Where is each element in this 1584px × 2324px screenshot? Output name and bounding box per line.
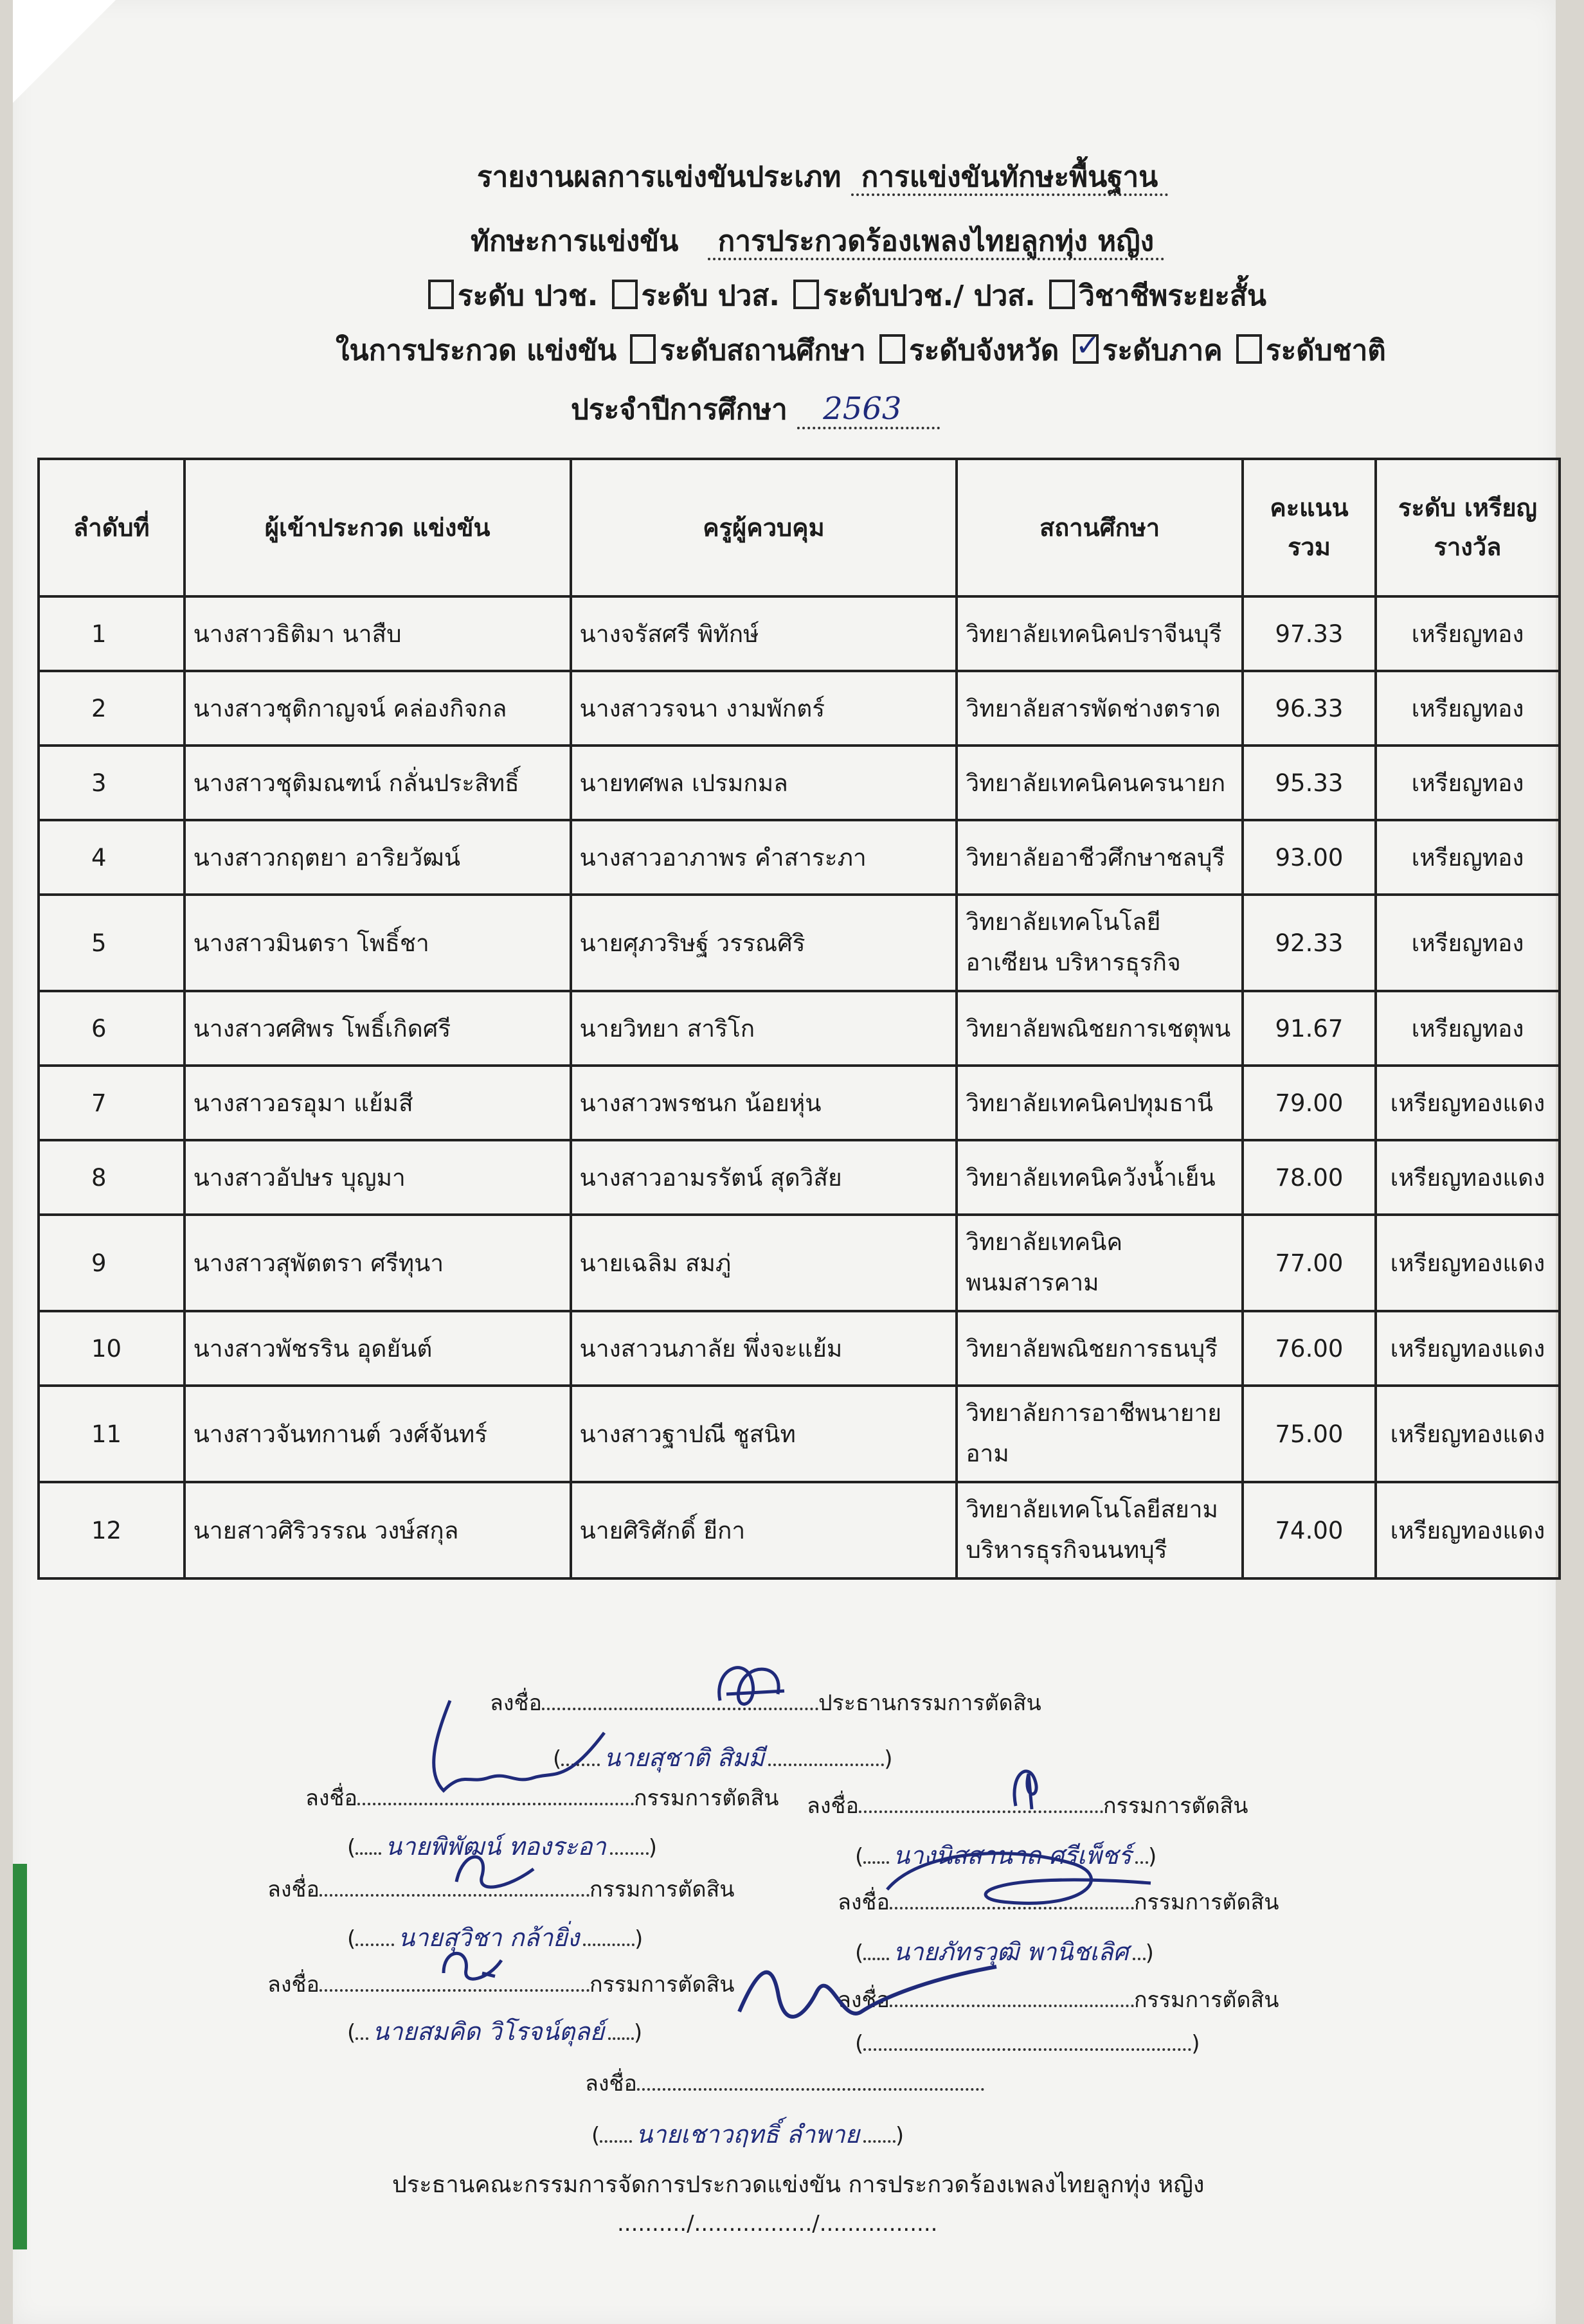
contest-level-national: ระดับชาติ bbox=[1265, 334, 1386, 367]
cell-teacher: นายศุภวริษฐ์ วรรณศิริ bbox=[571, 895, 957, 991]
judge-name: นายภัทรวุฒิ พานิชเลิศ bbox=[893, 1938, 1129, 1966]
cell-school: วิทยาลัยเทคนิคนครนายก bbox=[957, 746, 1243, 820]
col-contestant: ผู้เข้าประกวด แข่งขัน bbox=[184, 459, 571, 596]
report-type-value: การแข่งขันทักษะพื้นฐาน bbox=[851, 161, 1168, 196]
cell-school: วิทยาลัยเทคโนโลยีอาเซียน บริหารธุรกิจ bbox=[957, 895, 1243, 991]
year-line bbox=[571, 387, 940, 432]
cell-name: นางสาวจันทกานต์ วงศ์จันทร์ bbox=[184, 1386, 571, 1482]
cell-name: นางสาวพัชรริน อุดยันต์ bbox=[184, 1311, 571, 1386]
cell-name: นางสาวชุติมณฑน์ กลั่นประสิทธิ์ bbox=[184, 746, 571, 820]
sign-label: ลงชื่อ bbox=[305, 1785, 357, 1811]
cell-no: 1 bbox=[39, 596, 184, 671]
date-line: ........../................./................. bbox=[617, 2211, 938, 2237]
cell-score: 91.67 bbox=[1243, 991, 1376, 1066]
cell-name: นางสาวธิติมา นาสืบ bbox=[184, 596, 571, 671]
cell-school: วิทยาลัยเทคนิคปราจีนบุรี bbox=[957, 596, 1243, 671]
level-pvs: ระดับ ปวส. bbox=[641, 280, 780, 312]
sign-label: ลงชื่อ bbox=[807, 1793, 859, 1819]
cell-no: 3 bbox=[39, 746, 184, 820]
judge-role: กรรมการตัดสิน bbox=[589, 1877, 735, 1902]
sign-label: ลงชื่อ bbox=[267, 1972, 320, 1998]
folded-corner bbox=[13, 0, 116, 103]
cell-medal: เหรียญทองแดง bbox=[1376, 1386, 1560, 1482]
judge-name: นางนิสสานาถ ศรีเพ็ชร์ bbox=[893, 1841, 1132, 1870]
cell-no: 4 bbox=[39, 820, 184, 895]
level-short-course: วิชาชีพระยะสั้น bbox=[1079, 280, 1266, 312]
chair-name-line: ( นายสุชาติ สิมมี ) bbox=[553, 1744, 893, 1772]
checkbox-pvs bbox=[612, 280, 638, 309]
sign-label: ลงชื่อ bbox=[838, 1987, 890, 2013]
cell-name: นางสาวสุพัตตรา ศรีทุนา bbox=[184, 1215, 571, 1311]
table-row bbox=[39, 1311, 1560, 1386]
judge-left-3-name: ( นายสมคิด วิโรจน์ตุลย์ ) bbox=[347, 2017, 643, 2046]
cell-teacher: นางสาวอาภาพร คำสาระภา bbox=[571, 820, 957, 895]
table-header-row bbox=[39, 459, 1560, 596]
cell-score: 96.33 bbox=[1243, 671, 1376, 746]
col-score: คะแนน รวม bbox=[1243, 459, 1376, 596]
cell-teacher: นายทศพล เปรมกมล bbox=[571, 746, 957, 820]
committee-chair-name: นายเชาวฤทธิ์ ลำพาย bbox=[636, 2120, 860, 2149]
year-value: 2563 bbox=[797, 391, 940, 429]
judge-right-3-name: ( ) bbox=[855, 2031, 1200, 2057]
judge-name: นายพิพัฒน์ ทองระอา bbox=[385, 1832, 606, 1861]
contest-level-region: ระดับภาค bbox=[1102, 334, 1223, 367]
table-row bbox=[39, 596, 1560, 671]
cell-teacher: นางสาวพรชนก น้อยหุ่น bbox=[571, 1066, 957, 1140]
cell-teacher: นายเฉลิม สมภู่ bbox=[571, 1215, 957, 1311]
judge-role: กรรมการตัดสิน bbox=[633, 1785, 779, 1811]
cell-no: 10 bbox=[39, 1311, 184, 1386]
table-row bbox=[39, 1215, 1560, 1311]
skill-value: การประกวดร้องเพลงไทยลูกทุ่ง หญิง bbox=[708, 225, 1164, 260]
cell-school: วิทยาลัยเทคนิค พนมสารคาม bbox=[957, 1215, 1243, 1311]
cell-name: นายสาวศิริวรรณ วงษ์สกุล bbox=[184, 1482, 571, 1578]
cell-medal: เหรียญทองแดง bbox=[1376, 1311, 1560, 1386]
cell-score: 79.00 bbox=[1243, 1066, 1376, 1140]
judge-name: นายสุวิชา กล้ายิ่ง bbox=[398, 1924, 580, 1952]
level-pvoc-pvs: ระดับปวช./ ปวส. bbox=[823, 280, 1036, 312]
year-label: ประจำปีการศึกษา bbox=[571, 393, 788, 426]
checkbox-institution bbox=[630, 334, 656, 364]
cell-medal: เหรียญทอง bbox=[1376, 671, 1560, 746]
cell-teacher: นายวิทยา สาริโก bbox=[571, 991, 957, 1066]
checkbox-pvoc bbox=[428, 280, 454, 309]
cell-name: นางสาวอรอุมา แย้มสี bbox=[184, 1066, 571, 1140]
cell-teacher: นางสาวฐาปณี ชูสนิท bbox=[571, 1386, 957, 1482]
cell-score: 92.33 bbox=[1243, 895, 1376, 991]
cell-school: วิทยาลัยเทคโนโลยีสยาม บริหารธุรกิจนนทบุรี bbox=[957, 1482, 1243, 1578]
cell-score: 74.00 bbox=[1243, 1482, 1376, 1578]
document-sheet bbox=[13, 0, 1556, 2324]
cell-medal: เหรียญทองแดง bbox=[1376, 1215, 1560, 1311]
checkbox-province bbox=[879, 334, 905, 364]
judge-name: นายสมคิด วิโรจน์ตุลย์ bbox=[372, 2017, 604, 2046]
table-row bbox=[39, 671, 1560, 746]
cell-score: 78.00 bbox=[1243, 1140, 1376, 1215]
table-row bbox=[39, 895, 1560, 991]
judge-role: กรรมการตัดสิน bbox=[1102, 1793, 1248, 1819]
cell-no: 12 bbox=[39, 1482, 184, 1578]
cell-medal: เหรียญทอง bbox=[1376, 895, 1560, 991]
cell-score: 95.33 bbox=[1243, 746, 1376, 820]
cell-score: 75.00 bbox=[1243, 1386, 1376, 1482]
cell-school: วิทยาลัยพณิชยการธนบุรี bbox=[957, 1311, 1243, 1386]
contest-level-province: ระดับจังหวัด bbox=[909, 334, 1059, 367]
skill-label: ทักษะการแข่งขัน bbox=[471, 225, 679, 258]
cell-name: นางสาวอัปษร บุญมา bbox=[184, 1140, 571, 1215]
cell-name: นางสาวกฤตยา อาริยวัฒน์ bbox=[184, 820, 571, 895]
cell-no: 6 bbox=[39, 991, 184, 1066]
cell-medal: เหรียญทองแดง bbox=[1376, 1066, 1560, 1140]
cell-teacher: นางสาวอามรรัตน์ สุดวิสัย bbox=[571, 1140, 957, 1215]
judge-right-2-signature-scribble bbox=[881, 1845, 1157, 1922]
results-table bbox=[37, 458, 1561, 1580]
col-school: สถานศึกษา bbox=[957, 459, 1243, 596]
judge-left-2-signature-scribble bbox=[444, 1843, 540, 1895]
cell-no: 11 bbox=[39, 1386, 184, 1482]
cell-name: นางสาวมินตรา โพธิ์ชา bbox=[184, 895, 571, 991]
report-type-line bbox=[477, 154, 1168, 199]
checkbox-region-checked bbox=[1073, 334, 1099, 364]
table-row bbox=[39, 820, 1560, 895]
sign-label: ลงชื่อ bbox=[838, 1890, 890, 1915]
cell-score: 76.00 bbox=[1243, 1311, 1376, 1386]
cell-teacher: นางสาวนภาลัย พึ่งจะแย้ม bbox=[571, 1311, 957, 1386]
chair-role: ประธานกรรมการตัดสิน bbox=[818, 1690, 1041, 1716]
judge-right-1-signature-scribble bbox=[1003, 1761, 1054, 1812]
cell-no: 5 bbox=[39, 895, 184, 991]
table-row bbox=[39, 1482, 1560, 1578]
report-type-label: รายงานผลการแข่งขันประเภท bbox=[477, 161, 842, 193]
cell-school: วิทยาลัยการอาชีพนายาย อาม bbox=[957, 1386, 1243, 1482]
judge-right-1-name: ( นางนิสสานาถ ศรีเพ็ชร์ ) bbox=[855, 1841, 1157, 1870]
cell-name: นางสาวศศิพร โพธิ์เกิดศรี bbox=[184, 991, 571, 1066]
cell-medal: เหรียญทอง bbox=[1376, 746, 1560, 820]
col-teacher: ครูผู้ควบคุม bbox=[571, 459, 957, 596]
cell-score: 93.00 bbox=[1243, 820, 1376, 895]
green-binder-tab bbox=[13, 1864, 27, 2249]
contest-level-line bbox=[336, 328, 1386, 373]
sign-label: ลงชื่อ bbox=[585, 2071, 637, 2096]
cell-no: 7 bbox=[39, 1066, 184, 1140]
cell-school: วิทยาลัยเทคนิคปทุมธานี bbox=[957, 1066, 1243, 1140]
cell-teacher: นางจรัสศรี พิทักษ์ bbox=[571, 596, 957, 671]
skill-line bbox=[471, 219, 1164, 264]
checkbox-pvoc-pvs bbox=[793, 280, 819, 309]
cell-school: วิทยาลัยพณิชยการเชตุพน bbox=[957, 991, 1243, 1066]
judge-right-2-name: ( นายภัทรวุฒิ พานิชเลิศ ) bbox=[855, 1938, 1154, 1966]
cell-teacher: นายศิริศักดิ์ ยีกา bbox=[571, 1482, 957, 1578]
cell-medal: เหรียญทอง bbox=[1376, 596, 1560, 671]
cell-teacher: นางสาวรจนา งามพักตร์ bbox=[571, 671, 957, 746]
contest-level-institution: ระดับสถานศึกษา bbox=[660, 334, 866, 367]
col-order: ลำดับที่ bbox=[39, 459, 184, 596]
cell-name: นางสาวชุติกาญจน์ คล่องกิจกล bbox=[184, 671, 571, 746]
judge-role: กรรมการตัดสิน bbox=[1133, 1890, 1279, 1915]
committee-chair-role: ประธานคณะกรรมการจัดการประกวดแข่งขัน การประกวดร้องเพลงไทยลูกทุ่ง หญิง bbox=[392, 2172, 1205, 2198]
cell-medal: เหรียญทองแดง bbox=[1376, 1140, 1560, 1215]
cell-school: วิทยาลัยเทคนิควังน้ำเย็น bbox=[957, 1140, 1243, 1215]
chair-name: นายสุชาติ สิมมี bbox=[604, 1744, 765, 1772]
judge-role: กรรมการตัดสิน bbox=[589, 1972, 735, 1998]
committee-chair-signature-line bbox=[585, 2066, 984, 2100]
table-row bbox=[39, 746, 1560, 820]
cell-medal: เหรียญทองแดง bbox=[1376, 1482, 1560, 1578]
judge-left-1-name: ( นายพิพัฒน์ ทองระอา ) bbox=[347, 1832, 657, 1861]
col-medal: ระดับ เหรียญรางวัล bbox=[1376, 459, 1560, 596]
judge-left-3-signature-scribble bbox=[431, 1941, 508, 1992]
cell-medal: เหรียญทอง bbox=[1376, 991, 1560, 1066]
cell-score: 97.33 bbox=[1243, 596, 1376, 671]
cell-school: วิทยาลัยอาชีวศึกษาชลบุรี bbox=[957, 820, 1243, 895]
judge-left-2-name: ( นายสุวิชา กล้ายิ่ง ) bbox=[347, 1924, 644, 1952]
level-line bbox=[424, 273, 1266, 318]
cell-school: วิทยาลัยสารพัดช่างตราด bbox=[957, 671, 1243, 746]
checkbox-national bbox=[1236, 334, 1262, 364]
table-row bbox=[39, 1066, 1560, 1140]
cell-score: 77.00 bbox=[1243, 1215, 1376, 1311]
sign-label: ลงชื่อ bbox=[267, 1877, 320, 1902]
cell-no: 2 bbox=[39, 671, 184, 746]
contest-prefix: ในการประกวด แข่งขัน bbox=[336, 334, 617, 367]
table-row bbox=[39, 991, 1560, 1066]
cell-no: 8 bbox=[39, 1140, 184, 1215]
level-pvoc: ระดับ ปวช. bbox=[458, 280, 598, 312]
table-row bbox=[39, 1140, 1560, 1215]
committee-chair-signature-scribble bbox=[733, 1954, 1003, 2044]
judge-role: กรรมการตัดสิน bbox=[1133, 1987, 1279, 2013]
cell-medal: เหรียญทอง bbox=[1376, 820, 1560, 895]
table-row bbox=[39, 1386, 1560, 1482]
table-body bbox=[39, 596, 1560, 1578]
checkbox-short-course bbox=[1049, 280, 1075, 309]
sign-label: ลงชื่อ bbox=[490, 1690, 542, 1716]
committee-chair-name-line: ( นายเชาวฤทธิ์ ลำพาย ) bbox=[591, 2120, 905, 2149]
judge-left-1-signature-scribble bbox=[411, 1694, 617, 1803]
chair-signature-scribble bbox=[707, 1656, 797, 1720]
cell-no: 9 bbox=[39, 1215, 184, 1311]
